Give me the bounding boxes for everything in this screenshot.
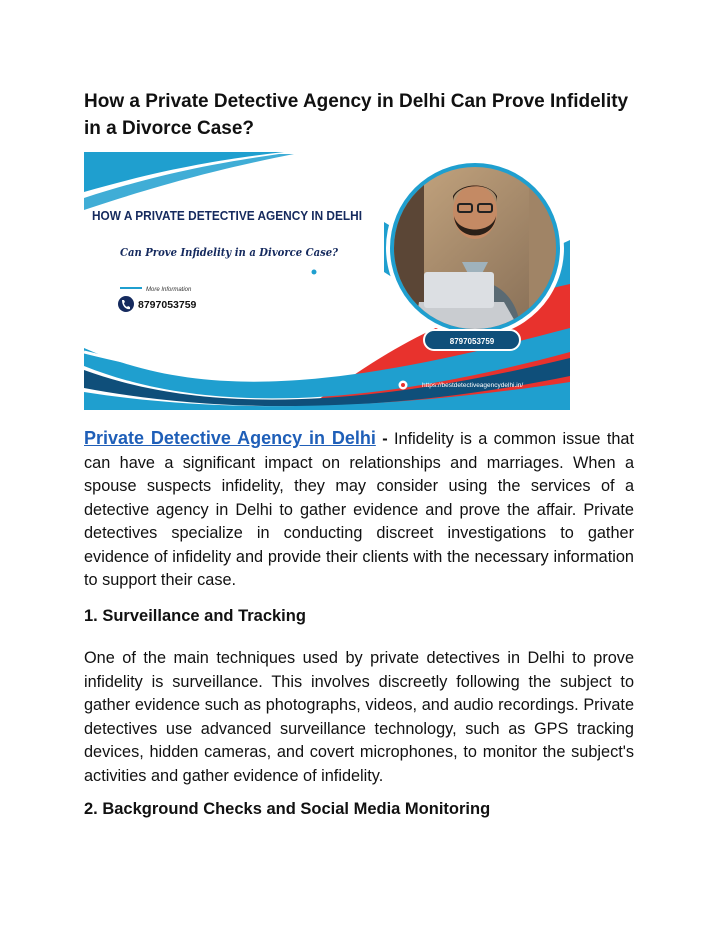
section-heading-background-checks: 2. Background Checks and Social Media Monitoring <box>84 800 491 818</box>
title-line-1: How a Private Detective Agency in Delhi Can Prove Infidelity <box>84 91 629 112</box>
page-title <box>84 88 644 142</box>
title-line-2: in a Divorce Case? <box>84 118 255 139</box>
surveillance-paragraph: One of the main techniques used by private detectives in Delhi to prove infidelity is surveillance. This involves discreetly following the subject to gather evidence such as photographs, videos, and audio recordings. Private detectives use advanced surveillance technology, such as GPS tracking devices, hidden cameras, and covert microphones, to monitor the subject's activities and gather evidence of infidelity. <box>84 649 634 785</box>
agency-link[interactable]: Private Detective Agency in Delhi <box>84 428 376 448</box>
section-heading-surveillance: 1. Surveillance and Tracking <box>84 607 306 625</box>
phone-icon <box>118 296 134 312</box>
intro-paragraph <box>84 427 634 593</box>
link-separator: - <box>375 430 394 448</box>
intro-body: Infidelity is a common issue that can have a significant impact on relationships and marriages. When a spouse suspects infidelity, they may consider using the services of a detective agency in Delhi to gather evidence and prove the affair. Private detectives specialize in conducting discreet investigations to gather evidence of infidelity and provide their clients with the necessary information to support their case. <box>84 430 634 589</box>
banner-website: https://bestdetectiveagencydelhi.in/ <box>422 382 524 389</box>
more-info-label: More Information <box>146 287 192 293</box>
banner-subheadline: Can Prove Infidelity in a Divorce Case? <box>120 245 339 259</box>
photo-phone-text: 8797053759 <box>449 337 495 346</box>
banner-phone: 8797053759 <box>138 299 197 311</box>
banner-headline: HOW A PRIVATE DETECTIVE AGENCY IN DELHI <box>92 208 362 223</box>
banner-image <box>84 152 570 410</box>
